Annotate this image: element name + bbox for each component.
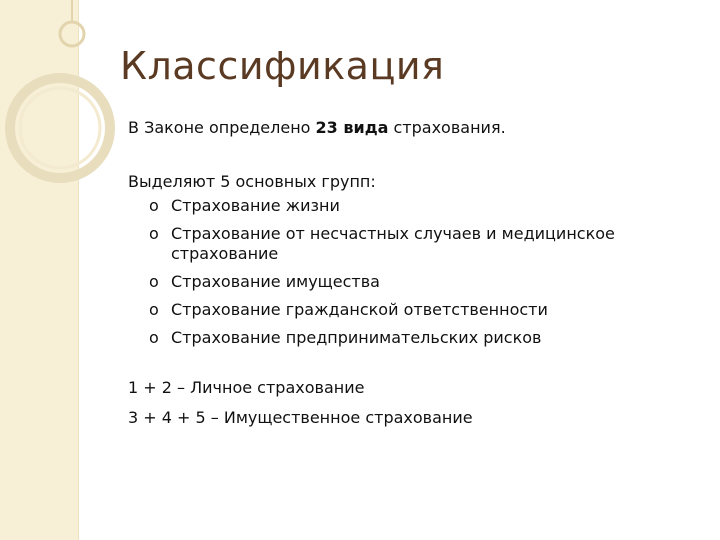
list-item [149,224,648,264]
groups-heading: Выделяют 5 основных групп: [128,172,376,191]
list-item-text: Страхование предпринимательских рисков [171,328,542,347]
bullet-marker: o [149,196,159,215]
decorative-small-ring [60,22,84,46]
list-item-text: Страхование гражданской ответственности [171,300,548,319]
list-item [149,328,648,348]
decorative-large-ring [10,78,110,178]
summary-property: 3 + 4 + 5 – Имущественное страхование [128,408,473,427]
groups-list [128,196,648,348]
intro-bold-count: 23 вида [315,118,389,137]
list-item [149,196,648,216]
list-item [149,300,648,320]
list-item-text: Страхование имущества [171,272,380,291]
intro-text-start: В Законе определено [128,118,316,137]
decorative-inner-ring [20,88,100,168]
summary-personal: 1 + 2 – Личное страхование [128,378,365,397]
list-item-text: Страхование от несчастных случаев и медицинское страхование [171,224,615,263]
slide-body [128,118,648,428]
intro-paragraph [128,118,648,138]
slide-title: Классификация [120,44,445,88]
bullet-marker: o [149,224,159,243]
bullet-marker: o [149,328,159,347]
decorative-rings [0,0,140,220]
bullet-marker: o [149,300,159,319]
list-item [149,272,648,292]
bullet-marker: o [149,272,159,291]
list-item-text: Страхование жизни [171,196,340,215]
intro-text-end: страхования. [388,118,506,137]
